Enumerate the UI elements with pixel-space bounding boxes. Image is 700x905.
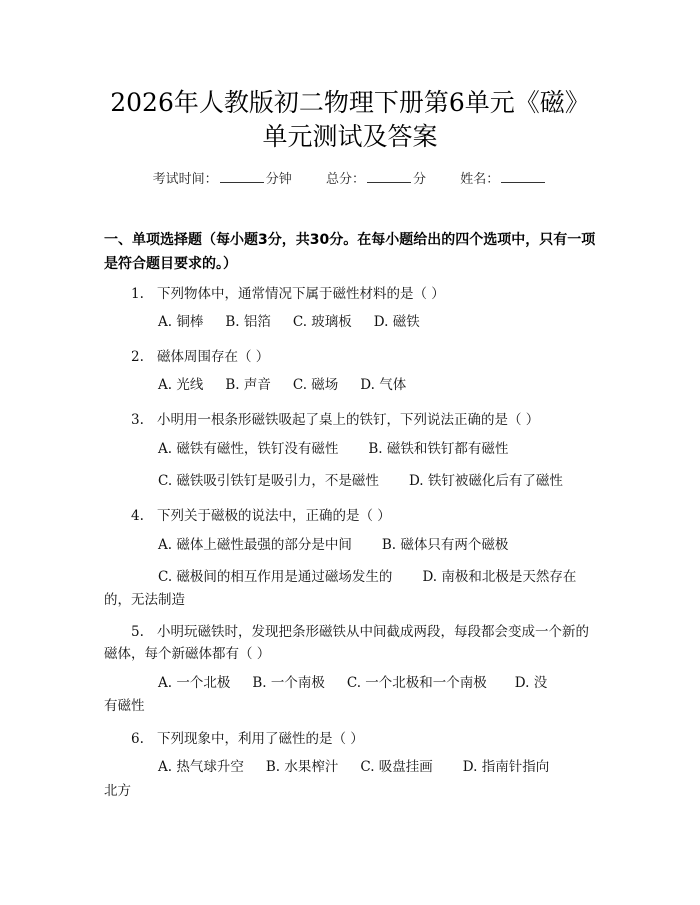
- option-b: B. 磁体只有两个磁极: [381, 537, 509, 553]
- question-number: 5.: [131, 624, 144, 640]
- question-2: [131, 345, 601, 365]
- question-number: 2.: [131, 349, 144, 365]
- option-d: D. 气体: [360, 377, 407, 393]
- option-d: D. 没: [514, 675, 548, 691]
- option-b: B. 磁铁和铁钉都有磁性: [368, 441, 509, 457]
- question-number: 4.: [131, 508, 144, 524]
- document-title-line-1: 2026年人教版初二物理下册第6单元《磁》: [110, 88, 590, 117]
- option-d: D. 磁铁: [373, 314, 420, 330]
- option-c: C. 一个北极和一个南极: [346, 675, 487, 691]
- question-1: [131, 282, 601, 302]
- section-heading-line-2: 是符合题目要求的。）: [104, 256, 237, 272]
- option-a: A. 铜棒: [158, 314, 204, 330]
- option-b: B. 水果榨汁: [265, 759, 339, 775]
- question-text: 小明用一根条形磁铁吸起了桌上的铁钉，下列说法正确的是（ ）: [157, 412, 540, 428]
- question-4-option-d-continued: 的，无法制造: [104, 592, 185, 608]
- section-heading-line-1: 一、单项选择题（每小题3分，共30分。在每小题给出的四个选项中，只有一项: [104, 232, 596, 248]
- question-text: 下列关于磁极的说法中，正确的是（ ）: [157, 508, 391, 524]
- question-text: 下列现象中，利用了磁性的是（ ）: [157, 731, 364, 747]
- option-b: B. 铝箔: [225, 314, 271, 330]
- option-a: A. 磁铁有磁性，铁钉没有磁性: [158, 441, 339, 457]
- name-label: 姓名：: [460, 172, 500, 187]
- option-d: D. 指南针指向: [462, 759, 550, 775]
- question-number: 1.: [131, 286, 144, 302]
- time-unit: 分钟: [265, 172, 292, 187]
- question-text: 磁体周围存在（ ）: [157, 349, 270, 365]
- option-d: D. 铁钉被磁化后有了磁性: [408, 473, 563, 489]
- option-a: A. 一个北极: [158, 675, 231, 691]
- time-blank: [220, 170, 264, 183]
- score-label: 总分：: [325, 172, 365, 187]
- question-3-options-row-1: [104, 437, 604, 461]
- option-c: C. 吸盘挂画: [360, 759, 433, 775]
- question-4: [131, 504, 601, 524]
- score-unit: 分: [413, 172, 427, 187]
- question-number: 3.: [131, 412, 144, 428]
- option-a: A. 热气球升空: [158, 759, 244, 775]
- name-blank: [501, 170, 545, 183]
- document-title-line-2: 单元测试及答案: [262, 122, 438, 151]
- question-1-options: [104, 310, 604, 334]
- exam-meta: [0, 168, 700, 187]
- time-label: 考试时间：: [152, 172, 218, 187]
- question-5-options: [104, 671, 604, 695]
- option-b: B. 声音: [225, 377, 271, 393]
- question-6-options: [104, 755, 604, 779]
- score-blank: [367, 170, 411, 183]
- question-5-option-d-continued: 有磁性: [104, 698, 145, 714]
- question-3-options-row-2: [104, 469, 604, 493]
- question-5: [131, 620, 601, 640]
- question-6-option-d-continued: 北方: [104, 783, 131, 799]
- question-text: 下列物体中，通常情况下属于磁性材料的是（ ）: [157, 286, 445, 302]
- option-c: C. 磁铁吸引铁钉是吸引力，不是磁性: [158, 473, 379, 489]
- option-a: A. 磁体上磁性最强的部分是中间: [158, 537, 352, 553]
- option-a: A. 光线: [158, 377, 204, 393]
- question-5-text-continued: 磁体，每个新磁体都有（ ）: [104, 646, 271, 662]
- question-3: [131, 408, 601, 428]
- question-text: 小明玩磁铁时，发现把条形磁铁从中间截成两段，每段都会变成一个新的: [157, 624, 589, 640]
- option-c: C. 磁极间的相互作用是通过磁场发生的: [158, 569, 393, 585]
- option-c: C. 玻璃板: [292, 314, 352, 330]
- option-b: B. 一个南极: [252, 675, 325, 691]
- option-c: C. 磁场: [292, 377, 339, 393]
- question-2-options: [104, 373, 604, 397]
- question-6: [131, 727, 601, 747]
- option-d: D. 南极和北极是天然存在: [422, 569, 577, 585]
- question-4-options-row-2: [104, 565, 604, 589]
- question-4-options-row-1: [104, 533, 604, 557]
- section-heading: [104, 228, 604, 276]
- question-number: 6.: [131, 731, 144, 747]
